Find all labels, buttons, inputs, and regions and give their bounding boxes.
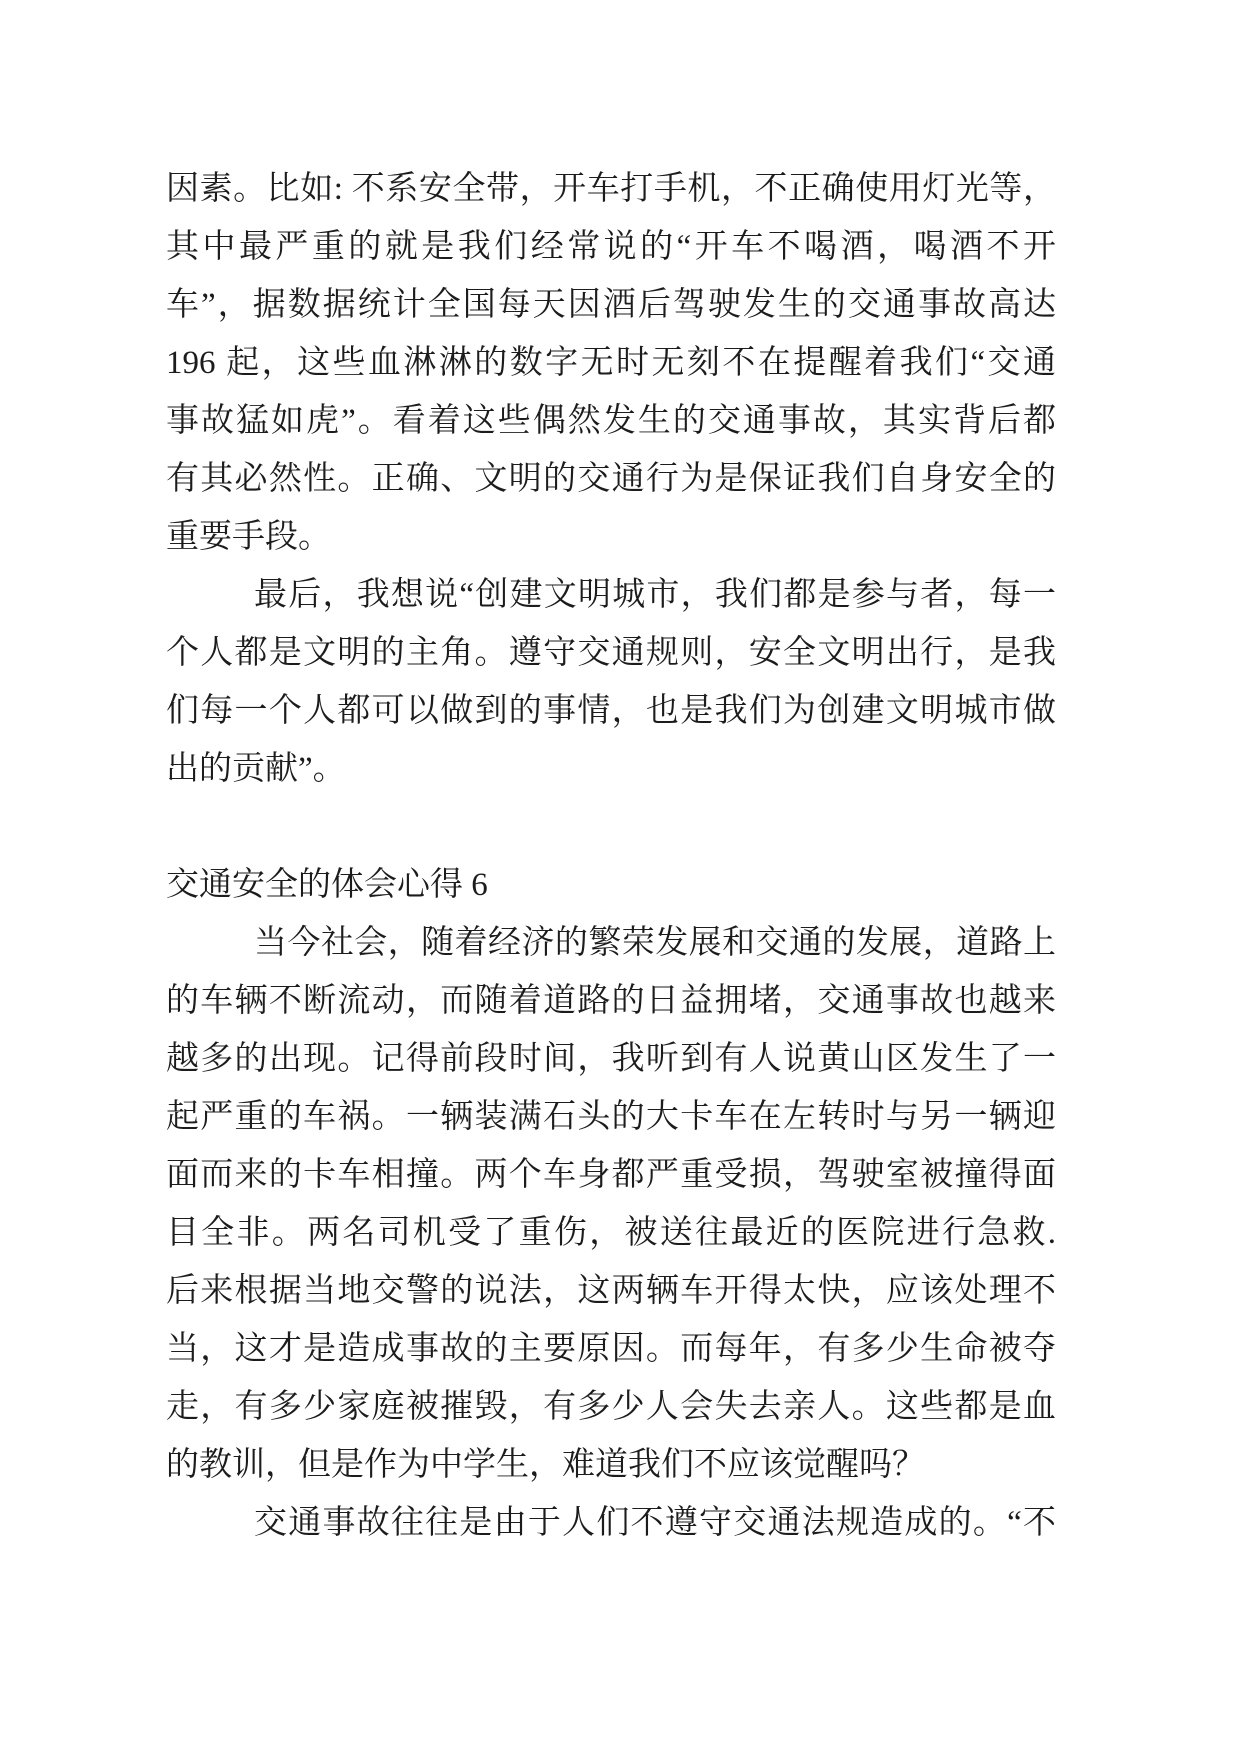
text-line: 当今社会，随着经济的繁荣发展和交通的发展，道路上 xyxy=(254,925,1056,961)
text-line: 196 起，这些血淋淋的数字无时无刻不在提醒着我们“交通 xyxy=(166,345,1056,381)
text-line: 因素。比如: 不系安全带，开车打手机，不正确使用灯光等， xyxy=(166,171,1056,207)
text-line: 当，这才是造成事故的主要原因。而每年，有多少生命被夺 xyxy=(166,1331,1056,1367)
text-line: 最后，我想说“创建文明城市，我们都是参与者，每一 xyxy=(254,577,1056,613)
text-line: 目全非。两名司机受了重伤，被送往最近的医院进行急救. xyxy=(166,1215,1056,1251)
text-line: 的教训，但是作为中学生，难道我们不应该觉醒吗？ xyxy=(166,1447,925,1483)
text-line: 后来根据当地交警的说法，这两辆车开得太快，应该处理不 xyxy=(166,1273,1056,1309)
text-line: 其中最严重的就是我们经常说的“开车不喝酒，喝酒不开 xyxy=(166,229,1056,265)
text-line: 个人都是文明的主角。遵守交通规则，安全文明出行，是我 xyxy=(166,635,1056,671)
text-line: 们每一个人都可以做到的事情，也是我们为创建文明城市做 xyxy=(166,693,1056,729)
text-line: 越多的出现。记得前段时间，我听到有人说黄山区发生了一 xyxy=(166,1041,1056,1077)
text-line: 起严重的车祸。一辆装满石头的大卡车在左转时与另一辆迎 xyxy=(166,1099,1056,1135)
document-text xyxy=(166,160,1056,1552)
text-line: 有其必然性。正确、文明的交通行为是保证我们自身安全的 xyxy=(166,461,1056,497)
text-line: 车”，据数据统计全国每天因酒后驾驶发生的交通事故高达 xyxy=(166,287,1056,323)
section-heading: 交通安全的体会心得 6 xyxy=(166,867,488,903)
text-line: 重要手段。 xyxy=(166,519,331,555)
text-line: 交通事故往往是由于人们不遵守交通法规造成的。“不 xyxy=(254,1505,1056,1541)
text-line: 出的贡献”。 xyxy=(166,751,346,787)
text-line: 事故猛如虎”。看着这些偶然发生的交通事故，其实背后都 xyxy=(166,403,1056,439)
text-line: 面而来的卡车相撞。两个车身都严重受损，驾驶室被撞得面 xyxy=(166,1157,1056,1193)
spacer-line xyxy=(166,798,1056,856)
text-line: 的车辆不断流动，而随着道路的日益拥堵，交通事故也越来 xyxy=(166,983,1056,1019)
text-line: 走，有多少家庭被摧毁，有多少人会失去亲人。这些都是血 xyxy=(166,1389,1056,1425)
